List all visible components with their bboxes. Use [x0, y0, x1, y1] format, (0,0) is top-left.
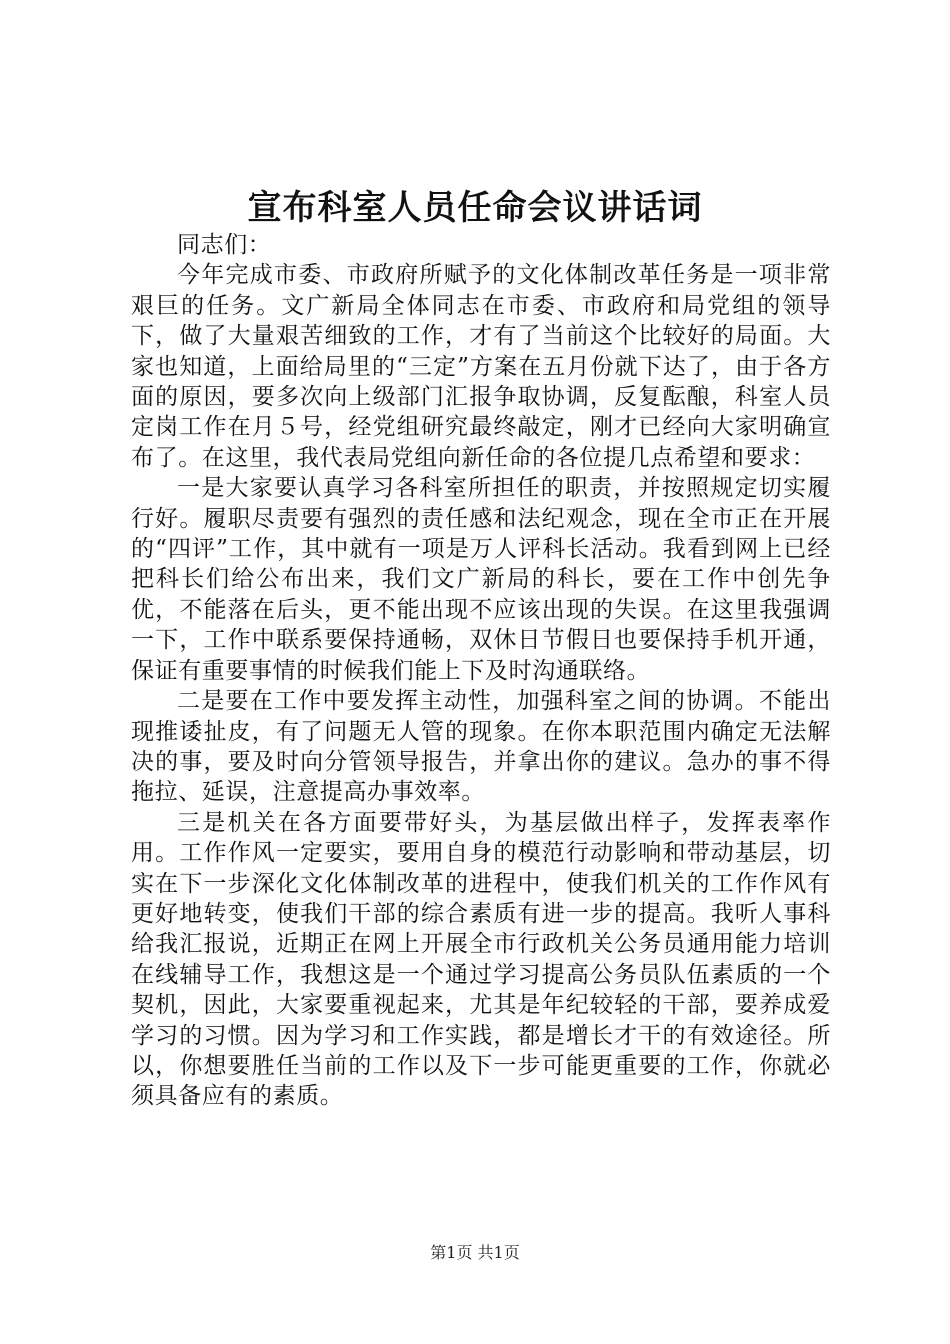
point-three-paragraph: 三是机关在各方面要带好头，为基层做出样子，发挥表率作用。工作作风一定要实，要用自身的模范行动影响和带动基层，切实在下一步深化文化体制改革的进程中，使我们机关的工作作风有更好地转变，使我们干部的综合素质有进一步的提高。我听人事科给我汇报说，近期正在网上开展全市行政机关公务员通用能力培训在线辅导工作，我想这是一个通过学习提高公务员队伍素质的一个契机，因此，大家要重视起来，尤其是年纪较轻的干部，要养成爱学习的习惯。因为学习和工作实践，都是增长才干的有效途径。所以，你想要胜任当前的工作以及下一步可能更重要的工作，你就必须具备应有的素质。	[131, 809, 831, 1110]
salutation-paragraph: 同志们：	[177, 232, 272, 258]
document-title: 宣布科室人员任命会议讲话词	[247, 188, 703, 228]
point-one-paragraph: 一是大家要认真学习各科室所担任的职责，并按照规定切实履行好。履职尽责要有强烈的责任感和法纪观念，现在全市正在开展的“四评”工作，其中就有一项是万人评科长活动。我看到网上已经把科长们给公布出来，我们文广新局的科长，要在工作中创先争优，不能落在后头，更不能出现不应该出现的失误。在这里我强调一下，工作中联系要保持通畅，双休日节假日也要保持手机开通，保证有重要事情的时候我们能上下及时沟通联络。	[131, 475, 831, 684]
intro-paragraph: 今年完成市委、市政府所赋予的文化体制改革任务是一项非常艰巨的任务。文广新局全体同志在市委、市政府和局党组的领导下，做了大量艰苦细致的工作，才有了当前这个比较好的局面。大家也知道，上面给局里的“三定”方案在五月份就下达了，由于各方面的原因，要多次向上级部门汇报争取协调，反复酝酿，科室人员定岗工作在月５号，经党组研究最终敲定，刚才已经向大家明确宣布了。在这里，我代表局党组向新任命的各位提几点希望和要求：	[131, 262, 831, 471]
document-body	[131, 230, 831, 1112]
page-footer: 第1页 共1页	[430, 1243, 520, 1262]
point-two-paragraph: 二是要在工作中要发挥主动性，加强科室之间的协调。不能出现推诿扯皮，有了问题无人管的现象。在你本职范围内确定无法解决的事，要及时向分管领导报告，并拿出你的建议。急办的事不得拖拉、延误，注意提高办事效率。	[131, 688, 831, 806]
